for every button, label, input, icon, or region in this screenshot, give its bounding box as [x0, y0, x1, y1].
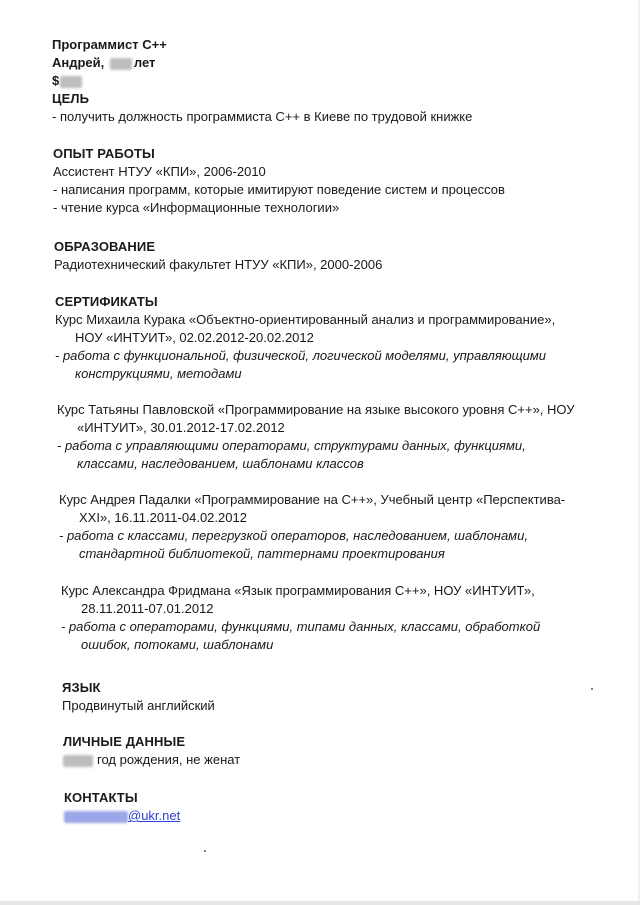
course-provider-dates: XXI», 16.11.2011-04.02.2012: [79, 510, 247, 525]
scan-speck: [591, 688, 593, 690]
course-description: ошибок, потоками, шаблонами: [81, 637, 274, 652]
course-title: Курс Андрея Падалки «Программирование на С++», Учебный центр «Перспектива-: [59, 492, 566, 507]
email-domain: @ukr.net: [128, 808, 181, 823]
course-description: конструкциями, методами: [75, 366, 242, 381]
experience-title: Ассистент НТУУ «КПИ», 2006-2010: [53, 164, 266, 179]
personal-heading: ЛИЧНЫЕ ДАННЫЕ: [63, 734, 186, 749]
education-text: Радиотехнический факультет НТУУ «КПИ», 2000-2006: [54, 257, 383, 272]
name-age-line: [52, 55, 155, 71]
course-title: Курс Александра Фридмана «Язык программирования С++», НОУ «ИНТУИТ»,: [61, 583, 535, 598]
course-provider-dates: НОУ «ИНТУИТ», 02.02.2012-20.02.2012: [75, 330, 314, 345]
position-title: Программист С++: [52, 37, 167, 52]
salary-prefix: $: [52, 73, 60, 88]
certificates-heading: СЕРТИФИКАТЫ: [55, 294, 158, 309]
course-description: - работа с управляющими операторами, структурами данных, функциями,: [57, 438, 526, 453]
candidate-name: Андрей,: [52, 55, 105, 70]
language-heading: ЯЗЫК: [62, 680, 101, 695]
experience-item: - написания программ, которые имитируют поведение систем и процессов: [53, 182, 505, 197]
course-provider-dates: «ИНТУИТ», 30.01.2012-17.02.2012: [77, 420, 285, 435]
redacted-age: [110, 58, 132, 70]
experience-heading: ОПЫТ РАБОТЫ: [53, 146, 155, 161]
course-provider-dates: 28.11.2011-07.01.2012: [81, 601, 214, 616]
course-description: - работа с функциональной, физической, логической моделями, управляющими: [55, 348, 547, 363]
language-text: Продвинутый английский: [62, 698, 215, 713]
salary-line: [52, 73, 82, 89]
education-heading: ОБРАЗОВАНИЕ: [54, 239, 156, 254]
course-description: стандартной библиотекой, паттернами проектирования: [79, 546, 445, 561]
personal-line: [63, 752, 240, 768]
contacts-heading: КОНТАКТЫ: [64, 790, 138, 805]
personal-text: год рождения, не женат: [97, 752, 241, 767]
redacted-salary: [60, 76, 82, 88]
course-description: - работа с операторами, функциями, типами данных, классами, обработкой: [61, 619, 541, 634]
redacted-birth-year: [63, 755, 93, 767]
scan-edge: [0, 901, 640, 905]
course-title: Курс Татьяны Павловской «Программирование на языке высокого уровня С++», НОУ: [57, 402, 575, 417]
experience-item: - чтение курса «Информационные технологии»: [53, 200, 340, 215]
course-description: классами, наследованием, шаблонами классов: [77, 456, 364, 471]
course-title: Курс Михаила Курака «Объектно-ориентированный анализ и программирование»,: [55, 312, 556, 327]
goal-heading: ЦЕЛЬ: [52, 91, 90, 106]
redacted-email-user: [64, 811, 128, 823]
email-link[interactable]: [64, 808, 180, 824]
goal-text: - получить должность программиста С++ в Киеве по трудовой книжке: [52, 109, 473, 124]
age-suffix: лет: [133, 55, 156, 70]
course-description: - работа с классами, перегрузкой операторов, наследованием, шаблонами,: [59, 528, 528, 543]
scan-speck: [204, 850, 206, 852]
